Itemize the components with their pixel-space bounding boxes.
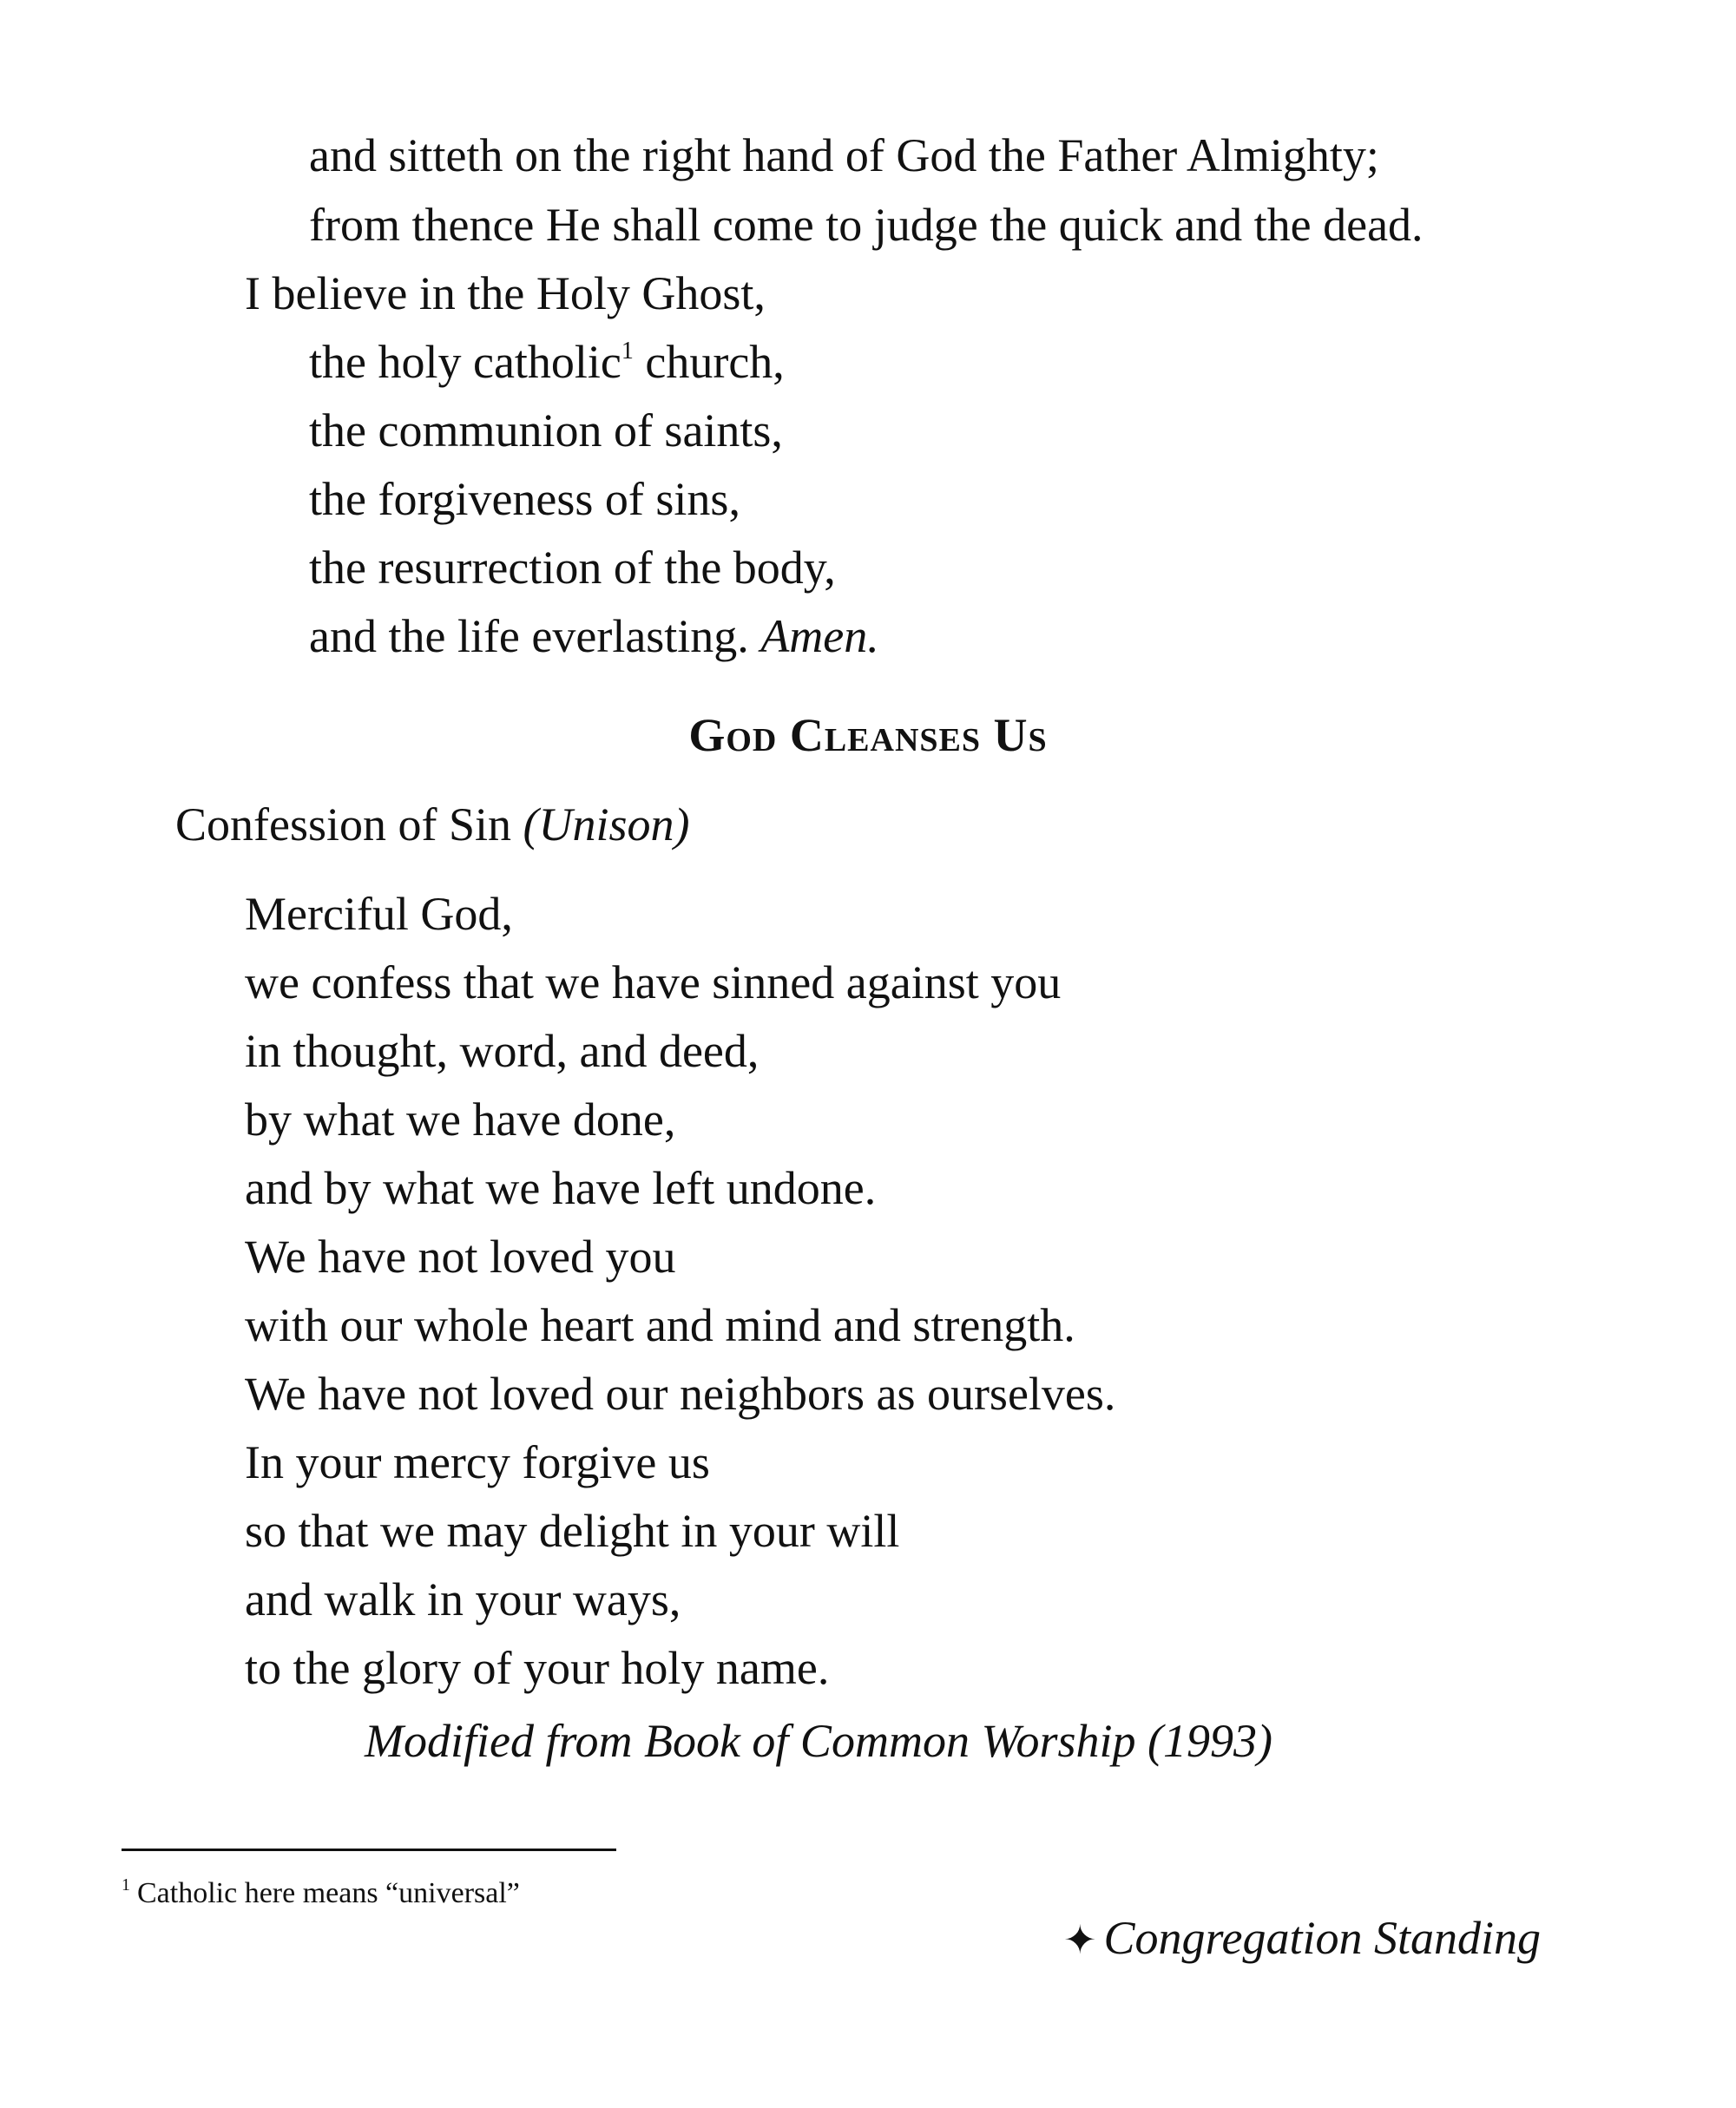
confession-line-12: to the glory of your holy name. <box>245 1642 830 1694</box>
footnote-text: Catholic here means “universal” <box>137 1877 520 1909</box>
congregation-standing-note <box>1063 1908 1541 1970</box>
congregation-standing-text: Congregation Standing <box>1103 1912 1541 1964</box>
confession-line-4: by what we have done, <box>245 1093 676 1146</box>
creed-line-4 <box>309 333 785 391</box>
confession-subhead-note: (Unison) <box>523 798 690 850</box>
confession-line-8: We have not loved our neighbors as ourselves. <box>245 1368 1116 1420</box>
confession-line-6: We have not loved you <box>245 1231 676 1283</box>
footnote-reference: 1 <box>621 338 634 364</box>
creed-line-4-text: the holy catholic <box>309 336 621 388</box>
confession-line-7: with our whole heart and mind and strength. <box>245 1299 1075 1351</box>
confession-line-5: and by what we have left undone. <box>245 1162 877 1214</box>
four-pointed-star-icon: ✦ <box>1062 1916 1097 1963</box>
confession-subhead-label: Confession of Sin <box>175 798 512 850</box>
confession-line-3: in thought, word, and deed, <box>245 1025 760 1077</box>
creed-line-5: the communion of saints, <box>309 404 783 456</box>
creed-line-1: and sitteth on the right hand of God the Father Almighty; <box>309 129 1379 181</box>
confession-line-10: so that we may delight in your will <box>245 1505 900 1557</box>
confession-subhead <box>175 794 690 855</box>
footnote-marker: 1 <box>122 1875 130 1895</box>
confession-line-1: Merciful God, <box>245 888 513 940</box>
confession-line-11: and walk in your ways, <box>245 1573 681 1625</box>
confession-attribution: Modified from Book of Common Worship (1993) <box>365 1715 1272 1767</box>
amen-text: Amen. <box>760 610 879 662</box>
footnote <box>122 1875 520 1913</box>
creed-line-2: from thence He shall come to judge the quick and the dead. <box>309 199 1424 251</box>
creed-line-8-text: and the life everlasting. <box>309 610 749 662</box>
section-heading: God Cleanses Us <box>688 709 1048 761</box>
confession-line-2: we confess that we have sinned against you <box>245 956 1062 1008</box>
creed-line-4-end: church, <box>645 336 785 388</box>
confession-line-9: In your mercy forgive us <box>245 1436 710 1488</box>
creed-line-3: I believe in the Holy Ghost, <box>245 267 766 319</box>
creed-line-8 <box>309 607 879 665</box>
creed-line-6: the forgiveness of sins, <box>309 473 740 525</box>
creed-line-7: the resurrection of the body, <box>309 542 836 594</box>
footnote-divider <box>122 1849 616 1851</box>
